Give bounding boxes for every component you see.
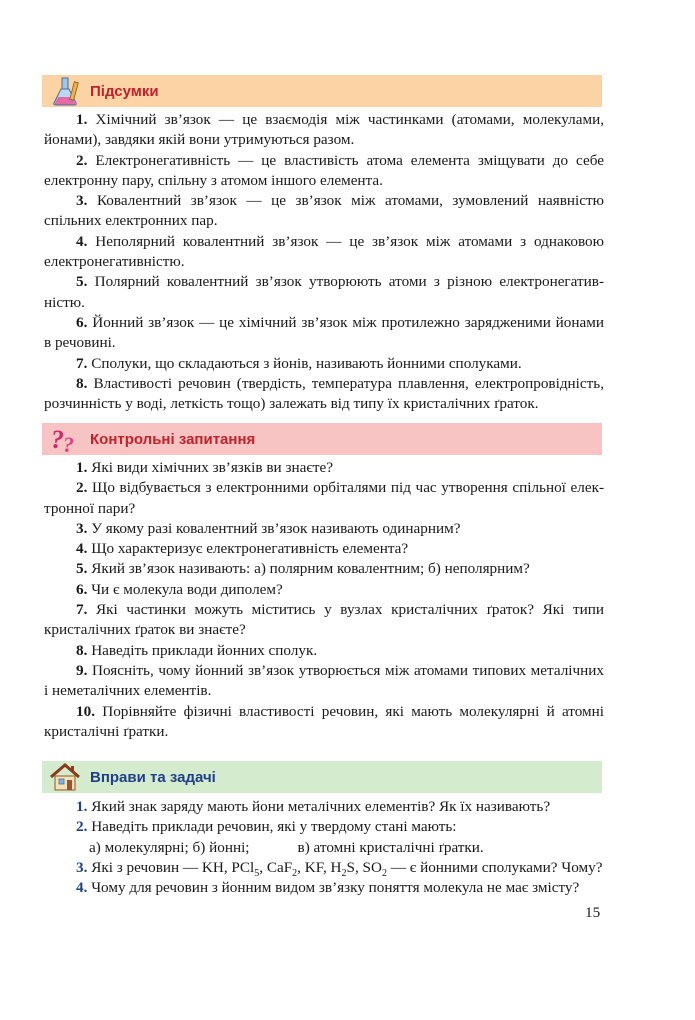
question-item: 10. Порівняйте фізичні властивості речовин, які мають молекулярні й атомні кристалічні ґратки. (44, 702, 604, 740)
summary-item: 2. Електронегативність — це властивість атома елемента зміщувати до себе електронну пару, спільну з атомом іншого елемента. (44, 151, 604, 189)
summary-item: 4. Неполярний ковалентний зв’язок — це зв’язок між атомами з однаковою електронегативністю. (44, 232, 604, 271)
summary-banner (42, 75, 602, 107)
svg-text:?: ? (63, 432, 74, 454)
question-item: 4. Що характеризує електронегативність елемента? (76, 540, 409, 558)
question-item: 8. Наведіть приклади йонних сполук. (76, 641, 318, 659)
summary-item: 1. Хімічний зв’язок — це взаємодія між частинками (атомами, молекулами, йонами), завдяки якій вони утримуються разом. (44, 111, 604, 149)
question-item: 3. У якому разі ковалентний зв’язок називають одинарним? (76, 519, 461, 537)
question-item: 7. Які частинки можуть міститись у вузлах кристалічних ґраток? Які типи кристалічних ґраток ви знаєте? (44, 601, 604, 639)
house-icon (42, 761, 88, 793)
exercise-item: 3. Які з речовин — KH, PCl$_5$, CaF$_2$, KF, $H_2S$, $SO_2$ — є йонними сполуками? Чому? (76, 858, 603, 879)
exercises-title: Вправи та задачі (90, 768, 216, 786)
exercise-subitem: а) молекулярні; б) йонні; в) атомні кристалічні ґратки. (89, 838, 484, 856)
question-item: 9. Поясніть, чому йонний зв’язок утворюється між атомами типових металічних і неметалічних елементів. (44, 661, 605, 700)
question-item: 2. Що відбувається з електронними орбіталями під час утворення спільної електронної пари? (44, 479, 605, 517)
question-item: 1. Які види хімічних зв’язків ви знаєте? (76, 459, 333, 476)
questions-title: Контрольні запитання (90, 430, 256, 448)
exercise-item: 1. Який знак заряду мають йони металічних елементів? Як їх називають? (76, 798, 551, 815)
summary-list (44, 110, 604, 414)
page-number: 15 (585, 904, 601, 921)
questions-list (44, 458, 604, 742)
summary-title: Підсумки (90, 82, 159, 100)
summary-item: 7. Сполуки, що складаються з йонів, називають йонними сполуками. (76, 354, 522, 372)
exercises-banner (42, 761, 602, 793)
summary-item: 3. Ковалентний зв’язок — це зв’язок між атомами, зумовлений наявністю спільних електронних пар. (44, 192, 605, 230)
flask-icon (42, 75, 88, 107)
svg-text:?: ? (51, 425, 64, 454)
exercises-list (44, 797, 604, 898)
exercise-item: 4. Чому для речовин з йонним видом зв’язку поняття молекула не має змісту? (76, 879, 580, 897)
summary-item: 5. Полярний ковалентний зв’язок утворюють атоми з різною електронегативністю. (44, 273, 605, 311)
questions-banner (42, 423, 602, 455)
question-item: 5. Який зв’язок називають: а) полярним ковалентним; б) неполярним? (76, 560, 530, 578)
question-mark-icon (42, 423, 88, 455)
question-item: 6. Чи є молекула води диполем? (76, 580, 283, 598)
summary-item: 6. Йонний зв’язок — це хімічний зв’язок між протилежно зарядженими йонами в речовині. (44, 313, 604, 352)
summary-item: 8. Властивості речовин (твердість, температура плавлення, електропровідність, розчинність у воді, леткість тощо) залежать від типу їх кристалічних ґраток. (44, 374, 604, 413)
exercise-item: 2. Наведіть приклади речовин, які у твердому стані мають: (76, 818, 457, 836)
